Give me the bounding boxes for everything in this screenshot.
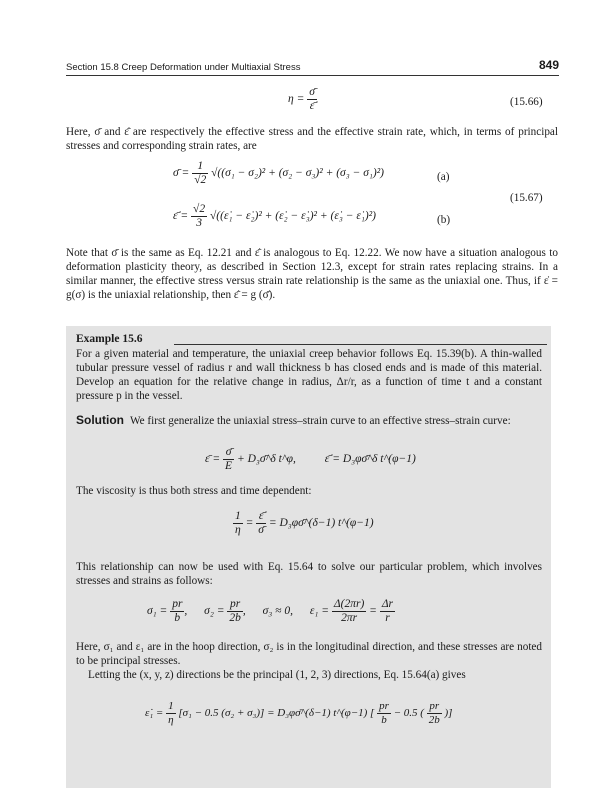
equation-label-a: (a) xyxy=(437,171,450,183)
equation-viscosity: $\frac{1}{\eta}$ = $\frac{\varepsilon̄̇}{\sigmā}$ = D₃φσ̄^(δ−1) t^(φ−1) xyxy=(235,510,374,536)
equation-number: (15.66) xyxy=(510,96,543,108)
fraction: $\frac{1}{√2}$ xyxy=(194,160,207,186)
section-title: Section 15.8 Creep Deformation under Multiaxial Stress xyxy=(66,62,301,73)
equation-number: (15.67) xyxy=(510,192,543,204)
paragraph: Here, σ̄ and ε̄̇ are respectively the effective stress and the effective strain rate, which, in terms of principal stresses and corresponding strain rates, are xyxy=(66,126,558,152)
header-rule xyxy=(66,75,559,76)
equation-15-67a: σ̄ = $\frac{1}{√2}$ √((σ₁ − σ₂)² + (σ₂ − σ₃)² + (σ₃ − σ₁)²) xyxy=(173,160,384,186)
fraction: $\frac{pr}{2b}$ xyxy=(428,700,440,726)
relation-text: This relationship can now be used with Eq. 15.64 to solve our particular problem, which involves stresses and strains as follows: xyxy=(76,561,542,587)
fraction: $\frac{\Delta(2\pi r)}{2\pi r}$ xyxy=(333,598,365,624)
hoop-text: Here, σ₁ and ε₁ are in the hoop direction, σ₂ is in the longitudinal direction, and these stresses are noted to be principal stresses. xyxy=(76,641,542,667)
fraction: $\frac{pr}{b}$ xyxy=(379,700,389,726)
fraction: $\frac{pr}{b}$ xyxy=(172,598,183,624)
solution-label: Solution xyxy=(76,413,124,427)
page-number: 849 xyxy=(538,58,559,72)
fraction: $\frac{\Delta r}{r}$ xyxy=(381,598,394,624)
equation-15-66: η = $\frac{\sigmā}{\varepsilon̄̇}$ xyxy=(288,86,315,112)
equation-effective-strain: ε̄ = $\frac{\sigmā}{E}$ + D₃σ̄^δ t^φ, ε̄̇ = D₃φσ̄^δ t^(φ−1) xyxy=(205,446,416,472)
fraction: $\frac{\sigmā}{\varepsilon̄̇}$ xyxy=(309,86,315,112)
fraction: $\frac{1}{\eta}$ xyxy=(168,700,174,726)
fraction: $\frac{\sigmā}{E}$ xyxy=(225,446,233,472)
running-header xyxy=(66,58,559,76)
equation-strain-rate-hoop: ε̇₁ = $\frac{1}{\eta}$ [σ₁ − 0.5 (σ₂ + σ₃)] = D₃φσ̄^(δ−1) t^(φ−1) [ $\frac{pr}{b}$ − 0.5 ( $\frac{pr}{2b}$ )] xyxy=(145,700,453,726)
solution-paragraph: Solution We first generalize the uniaxial stress–strain curve to an effective stress–strain curve: xyxy=(76,413,511,427)
paragraph: Note that σ̄ is the same as Eq. 12.21 and ε̄̇ is analogous to Eq. 12.22. We now have a situation analogous to deformation plasticity theory, as described in Section 12.3, except for strain rates replacing strains. In a similar manner, the effective stress versus strain rate relationship is the same as the uniaxial one. Thus, if ε̇ = g(σ) is the uniaxial relationship, then ε̄̇ = g (σ̄). xyxy=(66,247,558,301)
example-title: Example 15.6 xyxy=(76,333,143,345)
example-problem: For a given material and temperature, the uniaxial creep behavior follows Eq. 15.39(b). A thin-walled tubular pressure vessel of radius r and wall thickness b has closed ends and is made of this material. Develop an equation for the relative change in radius, Δr/r, as a function of time t and a constant pressure p in the vessel. xyxy=(76,348,542,402)
fraction: $\frac{√2}{3}$ xyxy=(193,203,206,229)
equation-stresses: σ₁ = $\frac{pr}{b}$ , σ₂ = $\frac{pr}{2b}$ , σ₃ ≈ 0, ε₁ = $\frac{\Delta(2\pi r)}{2\pi r}$ = $\frac{\Delta r}{r}$ xyxy=(147,598,394,624)
fraction: $\frac{1}{\eta}$ xyxy=(235,510,241,536)
equation-label-b: (b) xyxy=(437,214,451,226)
example-rule xyxy=(174,344,547,345)
viscosity-text: The viscosity is thus both stress and time dependent: xyxy=(76,485,312,497)
fraction: $\frac{pr}{2b}$ xyxy=(229,598,241,624)
equation-15-67b: ε̄̇ = $\frac{√2}{3}$ √((ε̇₁ − ε̇₂)² + (ε̇₂ − ε̇₃)² + (ε̇₃ − ε̇₁)²) xyxy=(173,203,377,229)
letting-text: Letting the (x, y, z) directions be the principal (1, 2, 3) directions, Eq. 15.64(a) gives xyxy=(88,669,466,681)
fraction: $\frac{\varepsilon̄̇}{\sigmā}$ xyxy=(258,510,264,536)
